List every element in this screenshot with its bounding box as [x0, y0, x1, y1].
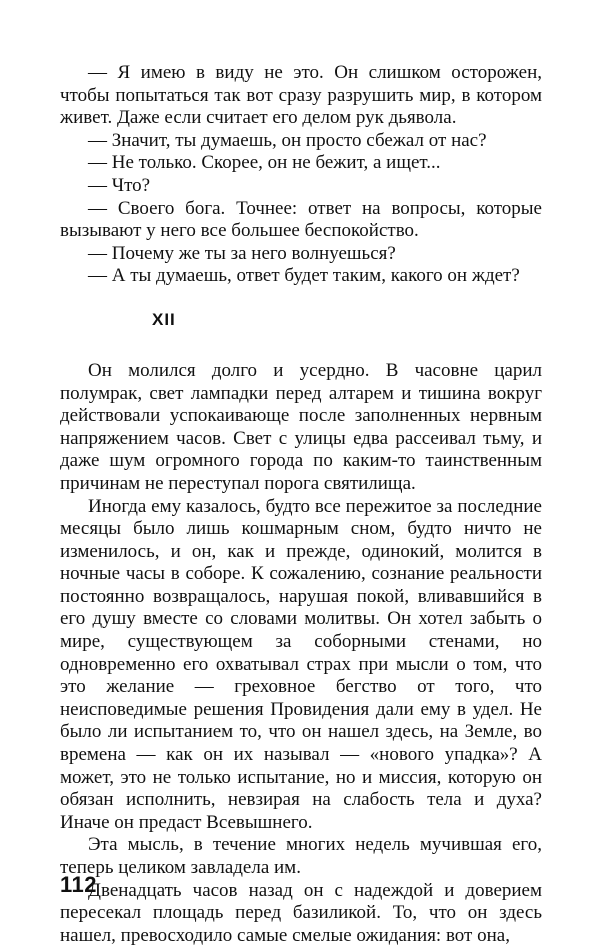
paragraph: Эта мысль, в течение многих недель мучившая его, теперь целиком завладела им.	[60, 834, 542, 878]
page-text	[60, 62, 542, 947]
dialogue-line: — Не только. Скорее, он не бежит, а ищет...	[88, 152, 441, 174]
dialogue-line: — Почему же ты за него волнуешься?	[88, 242, 396, 264]
body-text	[60, 360, 542, 947]
paragraph: Двенадцать часов назад он с надеждой и доверием пересекал площадь перед базиликой. То, что он здесь нашел, превосходило самые смелые ожидания: вот она,	[60, 879, 542, 946]
dialogue-line: — Своего бога. Точнее: ответ на вопросы, которые вызывают у него все большее беспокойство.	[60, 197, 542, 242]
paragraph: Он молился долго и усердно. В часовне царил полумрак, свет лампадки перед алтарем и тишина вокруг действовали успокаивающе после заполненных нервным напряжением часов. Свет с улицы едва рассеивал тьму, и даже шум огромного города по каким-то таинственным причинам не переступал порога святилища.	[60, 359, 542, 494]
page-number: 112	[60, 872, 97, 897]
dialogue-line: — Я имею в виду не это. Он слишком осторожен, чтобы попытаться так вот сразу разрушить мир, в котором живет. Даже если считает его делом рук дьявола.	[60, 62, 542, 129]
paragraph: Иногда ему казалось, будто все пережитое за последние месяцы было лишь кошмарным сном, будто ничто не изменилось, и он, как и прежде, одинокий, молится в ночные часы в соборе. К сожалению, сознание реальности постоянно возвращалось, нарушая покой, вливавшийся в его душу вместе со словами молитвы. Он хотел забыть о мире, существующем за соборными стенами, но одновременно его охватывал страх при мысли о том, что это желание — греховное бегство от того, что неисповедимые решения Провидения дали ему в удел. Не было ли испытанием то, что он нашел здесь, на Земле, во времена — как он их называл — «нового упадка»? А может, это не только испытание, но и миссия, которую он обязан исполнить, невзирая на слабость тела и духа? Иначе он предаст Всевышнего.	[60, 495, 542, 833]
dialogue-line: — Что?	[88, 174, 151, 196]
chapter-heading: XII	[152, 309, 176, 329]
dialogue-line: — А ты думаешь, ответ будет таким, какого он ждет?	[88, 265, 520, 287]
dialogue-line: — Значит, ты думаешь, он просто сбежал от нас?	[88, 129, 487, 151]
dialogue-block	[60, 62, 542, 288]
